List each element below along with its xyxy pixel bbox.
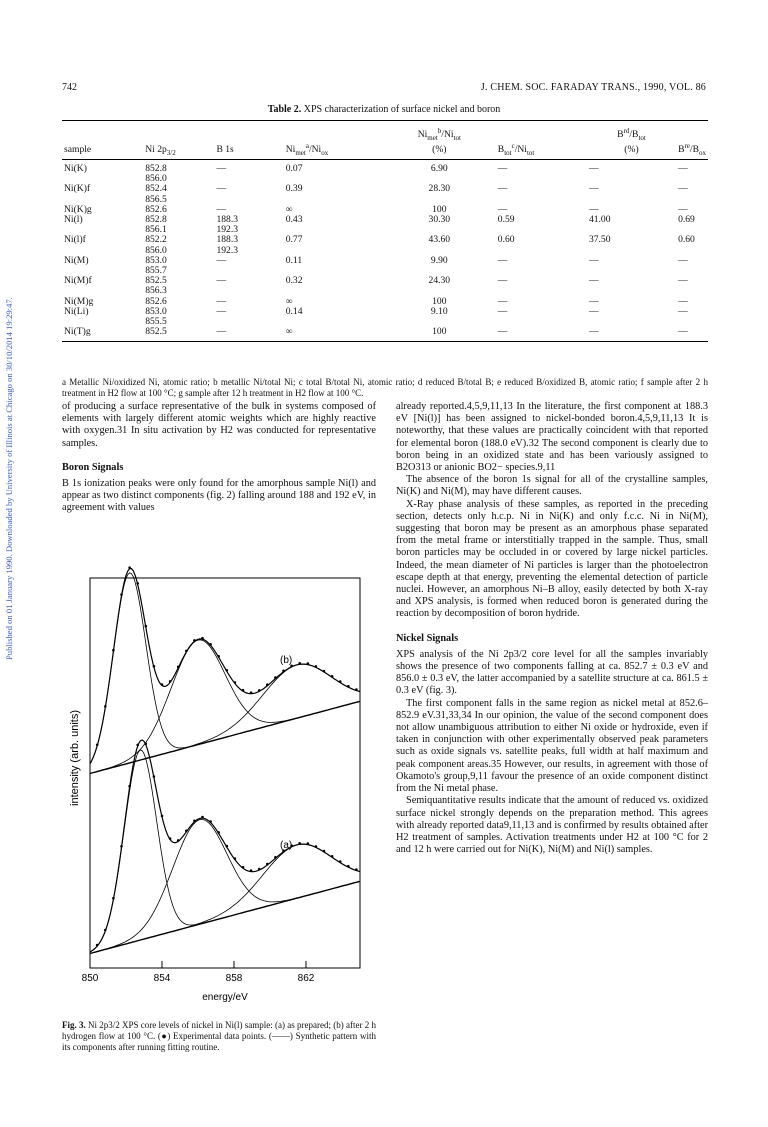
panel-a-data-point [274,856,277,859]
table-cell-r4: 37.50 [588,234,611,246]
table-cell-b: 188.3 192.3 [216,214,239,236]
panel-a-data-point [234,857,237,860]
panel-a-fit [90,740,360,952]
panel-a-data-point [177,839,180,842]
panel-b-data-point [355,688,358,691]
y-axis-label: intensity (arb. units) [69,710,81,806]
figure-caption [62,1020,376,1052]
panel-b-data-point [128,566,131,569]
panel-b-data-point [250,691,253,694]
table-cell-ni [143,215,214,235]
ni-2p-value: 852.2 [145,234,167,246]
table-cell-ni [143,276,214,296]
table-cell-r3: — [497,305,508,317]
panel-b-data-point [185,650,188,653]
table-cell-r5: — [678,254,688,266]
col-head-pct: (%) [383,142,496,160]
table-label: Table 2. [267,104,302,115]
panel-a-data-point [242,866,245,869]
table-cell-r2: 100 [383,327,496,342]
table-cell-r1: 0.39 [285,183,303,195]
table-cell-r3: 0.59 [497,214,515,226]
intro-paragraph: of producing a surface representative of the bulk in systems composed of elements with largely different atomic weights which are highly reactive with oxygen.31 In situ activation by H2 was conducted for representative samples. [62,401,376,449]
table-cell-r4: — [588,305,599,317]
table-cell-r1: 0.43 [285,214,303,226]
panel-a-data-point [209,820,212,823]
panel-b-data-point [315,665,318,668]
table-cell-sample: Ni(T)g [62,327,143,342]
table-cell-r3: — [497,163,508,174]
table-cell-sample: Ni(K)g [64,203,92,215]
right-paragraph-1: already reported.4,5,9,11,13 In the literature, the first component at 188.3 eV [Ni(l)] has been assigned to nickel-bonded boron.4,5,9,11,13 It is noteworthy, that these values are practically coincident with that reported for elemental boron (188.0 eV).32 The second component is clearly due to boron being in an oxidized state and has been variously assigned to B2O313 or anionic BO2− species.9,11 [396,401,708,474]
panel-b-data-point [331,675,334,678]
ni-2p-value: 855.7 [145,265,167,277]
ni-2p-value: 853.0 [145,305,167,317]
table-row [62,235,708,255]
table-row [62,307,708,327]
ni-2p-value: 852.8 [145,214,167,226]
right-paragraph-6: Semiquantitative results indicate that the amount of reduced vs. oxidized surface nickel strongly depends on the preparation method. This agrees with already reported data9,11,13 and is confirmed by results obtained after H2 treatment of samples. Activation treatments under H2 at 100 °C for 2 and 12 h were carried out for Ni(K), Ni(M) and Ni(l) samples. [396,795,708,856]
table-cell-b: — [216,163,227,174]
table-cell-r1: ∞ [284,327,383,342]
x-tick-label: 850 [81,973,99,984]
table-cell-r3: — [497,203,508,215]
panel-b-data-point [120,593,123,596]
panel-a-data-point [347,865,350,868]
download-notice: Published on 01 January 1990. Downloaded by University of Illinois at Chicago on 30/10/2014 19:29:47. [4,297,14,660]
col-head-pct2: (%) [587,142,676,160]
table-cell-b: — [216,275,227,287]
panel-a-data-point [315,845,318,848]
table-cell-r4: — [588,163,599,174]
ni-2p-value: 852.5 [145,326,167,338]
ni-2p-value: 856.0 [145,244,167,256]
table-row [62,276,708,296]
ni-2p-value: 856.5 [145,193,167,205]
panel-a-data-point [266,863,269,866]
panel-b-data-point [112,649,115,652]
table-cell-ni [143,256,214,276]
panel-a-data-point [250,869,253,872]
table-cell-r5: — [676,327,708,342]
table-cell-b: — [214,327,283,342]
table-cell-ni [143,307,214,327]
table-cell-sample: Ni(l)f [64,234,86,246]
panel-a-data-point [136,744,139,747]
table-cell-sample: Ni(M)g [64,295,94,307]
table-cell-ni [143,160,214,185]
table-cell-b: 188.3 192.3 [216,234,239,256]
panel-a-label: (a) [280,840,293,851]
table-cell-sample: Ni(M)f [64,275,92,287]
table-cell-ni [143,184,214,204]
download-sidebar [0,0,18,1127]
panel-b-data-point [242,689,245,692]
panel-b-data-point [96,744,99,747]
col-head-nimet-niox: $Ni_{met}^a/Ni_{ox}$ [284,142,383,160]
table-cell-sample: Ni(K)f [64,183,91,195]
table-cell-r2: 43.60 [428,234,451,246]
table-cell-r4: — [588,275,599,287]
panel-b-data-point [145,625,148,628]
col-head-nimet-nitot: $Ni_{met}^b/Ni_{tot}$ [383,121,496,143]
ni-2p-value: 856.1 [145,224,167,236]
table-cell-ni [143,327,214,342]
table-cell-r2: 24.30 [428,275,451,287]
panel-a-data-point [185,830,188,833]
xps-figure [69,568,370,1003]
right-paragraph-3: X-Ray phase analysis of these samples, as reported in the preceding section, detects only h.c.p. Ni in Ni(K) and only f.c.c. Ni in Ni(M), suggesting that boron may be present as an amorphous phase separated from the metal frame or interstitially trapped in the sample. Thus, small boron particles may be occluded in or covered by large nickel particles. Indeed, the mean diameter of Ni particles is larger than the photoelectron escape depth at that energy, preventing the elemental detection of particle nuclei. However, an amorphous Ni–B alloy, easily detected by both X-ray and XPS analysis, is formed when reduced boron is generated during the reaction by decomposition of boron hydride. [396,498,708,620]
panel-a-data-point [339,860,342,863]
panel-a-data-point [201,816,204,819]
table-cell-r1: 0.07 [285,163,303,174]
boron-paragraph: B 1s ionization peaks were only found for the amorphous sample Ni(l) and appear as two distinct components (fig. 2) falling around 188 and 192 eV, in agreement with values [62,478,376,514]
panel-b-data-point [307,662,310,665]
table-title: XPS characterization of surface nickel and boron [303,104,501,115]
table-cell-sample: Ni(K) [64,163,87,174]
panel-a-data-point [298,842,301,845]
ni-2p-value: 852.8 [145,163,167,174]
panel-b-component-3 [90,664,360,773]
ni-2p-value: 852.6 [145,203,167,215]
panel-a-data-point [226,845,229,848]
panel-b-fit [90,569,360,764]
left-column [62,401,376,515]
table-cell-sample: Ni(l) [64,214,83,226]
table-cell-r1: ∞ [285,203,293,215]
panel-b-data-point [274,676,277,679]
heading-boron-signals: Boron Signals [62,461,124,473]
xps-plot [69,568,370,1003]
panel-b-data-point [161,683,164,686]
table-cell-r5: — [678,203,688,215]
panel-a-component-3 [90,844,360,953]
table-cell-b: — [216,183,227,195]
panel-b-data-point [323,670,326,673]
panel-a-data-point [217,831,220,834]
x-tick-label: 858 [225,973,243,984]
x-tick-label: 854 [153,973,171,984]
table-cell-r2: 6.90 [430,163,448,174]
journal-header: J. CHEM. SOC. FARADAY TRANS., 1990, VOL. 86 [480,82,706,93]
figure-label: Fig. 3. [62,1020,86,1030]
ni-2p-value: 853.0 [145,254,167,266]
table-cell-r3: — [497,275,508,287]
panel-a-data-point [112,897,115,900]
right-column [396,401,708,856]
table-cell-r2: 28.30 [428,183,451,195]
table-cell-r1: 0.77 [285,234,303,246]
table-cell-sample: Ni(M) [64,254,89,266]
panel-b-data-point [258,689,261,692]
panel-a-component-2 [90,819,360,953]
table-body [62,160,708,342]
table-cell-r4: — [588,183,599,195]
panel-b-data-point [234,681,237,684]
plot-frame [90,578,360,968]
table-row [62,215,708,235]
table-cell-r3: — [497,183,508,195]
table-cell-r1: ∞ [285,295,293,307]
panel-b-data-point [136,582,139,585]
x-tick-label: 862 [297,973,315,984]
panel-a-data-point [128,785,131,788]
ni-2p-value: 855.5 [145,316,167,328]
table-cell-r1: 0.14 [285,305,303,317]
panel-b-component-2 [90,640,360,774]
panel-a-data-point [153,775,156,778]
table-cell-b: — [216,295,227,307]
table-cell-r5: 0.69 [678,214,695,226]
table-cell-r2: 100 [432,295,447,307]
table-row [62,184,708,204]
panel-a-data-point [355,868,358,871]
col-head-bred-box: $B^{re}/B_{ox}$ [676,142,708,160]
table-cell-r2: 9.10 [430,305,448,317]
panel-b-data-point [209,643,212,646]
panel-a-data-point [307,842,310,845]
table-cell-r5: — [678,295,688,307]
table-cell-b: — [216,305,227,317]
ni-2p-value: 852.5 [145,275,167,287]
table-cell-r2: 30.30 [428,214,451,226]
table-row [62,256,708,276]
table-cell-r5: — [678,183,688,195]
panel-a-data-point [161,815,164,818]
table-cell-r3: — [497,254,508,266]
table-cell-r1: 0.32 [285,275,303,287]
panel-b-data-point [217,655,220,658]
table-cell-r4: 41.00 [588,214,611,226]
right-paragraph-2: The absence of the boron 1s signal for all of the crystalline samples, Ni(K) and Ni(M), may have different causes. [396,474,708,498]
table-row [62,160,708,185]
col-head-b1s: B 1s [214,142,283,160]
table-row [62,327,708,342]
table-cell-r1: 0.11 [285,254,303,266]
col-head-ni2p: Ni $2p_{3/2}$ [143,142,214,160]
panel-b-data-point [201,637,204,640]
table-cell-r5: — [678,305,688,317]
panel-a-data-point [120,845,123,848]
panel-b-data-point [193,639,196,642]
table-cell-r2: 9.90 [430,254,448,266]
table-caption [0,104,768,115]
x-axis-label: energy/eV [202,992,248,1003]
panel-b-data-point [339,680,342,683]
table-cell-r3: — [497,295,508,307]
table-cell-r5: 0.60 [678,234,695,246]
table-cell-b: — [216,203,227,215]
panel-b-data-point [226,669,229,672]
panel-a-data-point [104,929,107,932]
table-cell-sample: Ni(Li) [64,305,89,317]
table-cell-r4: — [587,327,676,342]
page-number: 742 [62,82,77,93]
ni-2p-value: 856.0 [145,173,167,185]
panel-b-data-point [266,683,269,686]
ni-2p-value: 856.3 [145,285,167,297]
panel-b-data-point [153,665,156,668]
table-cell-ni [143,235,214,255]
col-head-sample: sample [62,142,143,160]
panel-a-data-point [193,820,196,823]
table-cell-r3: 0.60 [497,234,515,246]
table-cell-r4: — [588,203,599,215]
panel-b-data-point [177,666,180,669]
panel-b-data-point [282,670,285,673]
right-paragraph-5: The first component falls in the same region as nickel metal at 852.6–852.9 eV.31,33,34 In our opinion, the value of the second component does not allow unambiguous attribution to either Ni oxide or hydroxide, even if taken in conjunction with other experimentally observed peak parameters such as oxide signals vs. satellite peaks, full width at half maximum and peak component areas.35 However, our results, in agreement with those of Okamoto's group,9,11 favour the presence of an oxide component distinct from the Ni metal phase. [396,697,708,795]
table-cell-r2: 100 [432,203,447,215]
table-cell-r3: — [496,327,587,342]
table-cell-b: — [216,254,227,266]
ni-2p-value: 852.4 [145,183,167,195]
panel-b-data-point [347,685,350,688]
ni-2p-value: 852.6 [145,295,167,307]
table-footnote: a Metallic Ni/oxidized Ni, atomic ratio; b metallic Ni/total Ni; c total B/total Ni, atomic ratio; d reduced B/total B; e reduced B/oxidized B, atomic ratio; f sample after 2 h treatment in H2 flow at 100 °C; g sample after 12 h treatment in H2 flow at 100 °C. [62,377,708,398]
table-cell-r4: — [588,295,599,307]
table-cell-r5: — [678,163,688,174]
table-cell-r4: — [588,254,599,266]
right-paragraph-4: XPS analysis of the Ni 2p3/2 core level for all the samples invariably shows the presence of two components falling at ca. 852.7 ± 0.3 eV and 856.0 ± 0.3 eV, the latter accompanied by a satellite structure at ca. 861.5 ± 0.3 eV (fig. 3). [396,648,708,697]
panel-b-label: (b) [280,655,293,666]
panel-a-data-point [331,855,334,858]
panel-a-data-point [96,944,99,947]
heading-nickel-signals: Nickel Signals [396,632,459,644]
panel-b-data-point [104,705,107,708]
table-cell-r5: — [678,275,688,287]
panel-b-data-point [169,680,172,683]
panel-b-data-point [298,662,301,665]
col-head-btot-nitot: $B_{tot}^c/Ni_{tot}$ [496,142,587,160]
panel-a-data-point [169,837,172,840]
figure-caption-text: Ni 2p3/2 XPS core levels of nickel in Ni(l) sample: (a) as prepared; (b) after 2 h hydrogen flow at 100 °C. (●) Experimental data points. (——) Synthetic pattern with its components after running fitting routine. [62,1020,377,1052]
xps-table [62,120,708,342]
col-head-bred-btot: $B^{rd}/B_{tot}$ [587,121,676,143]
panel-a-data-point [258,868,261,871]
panel-a-data-point [323,850,326,853]
